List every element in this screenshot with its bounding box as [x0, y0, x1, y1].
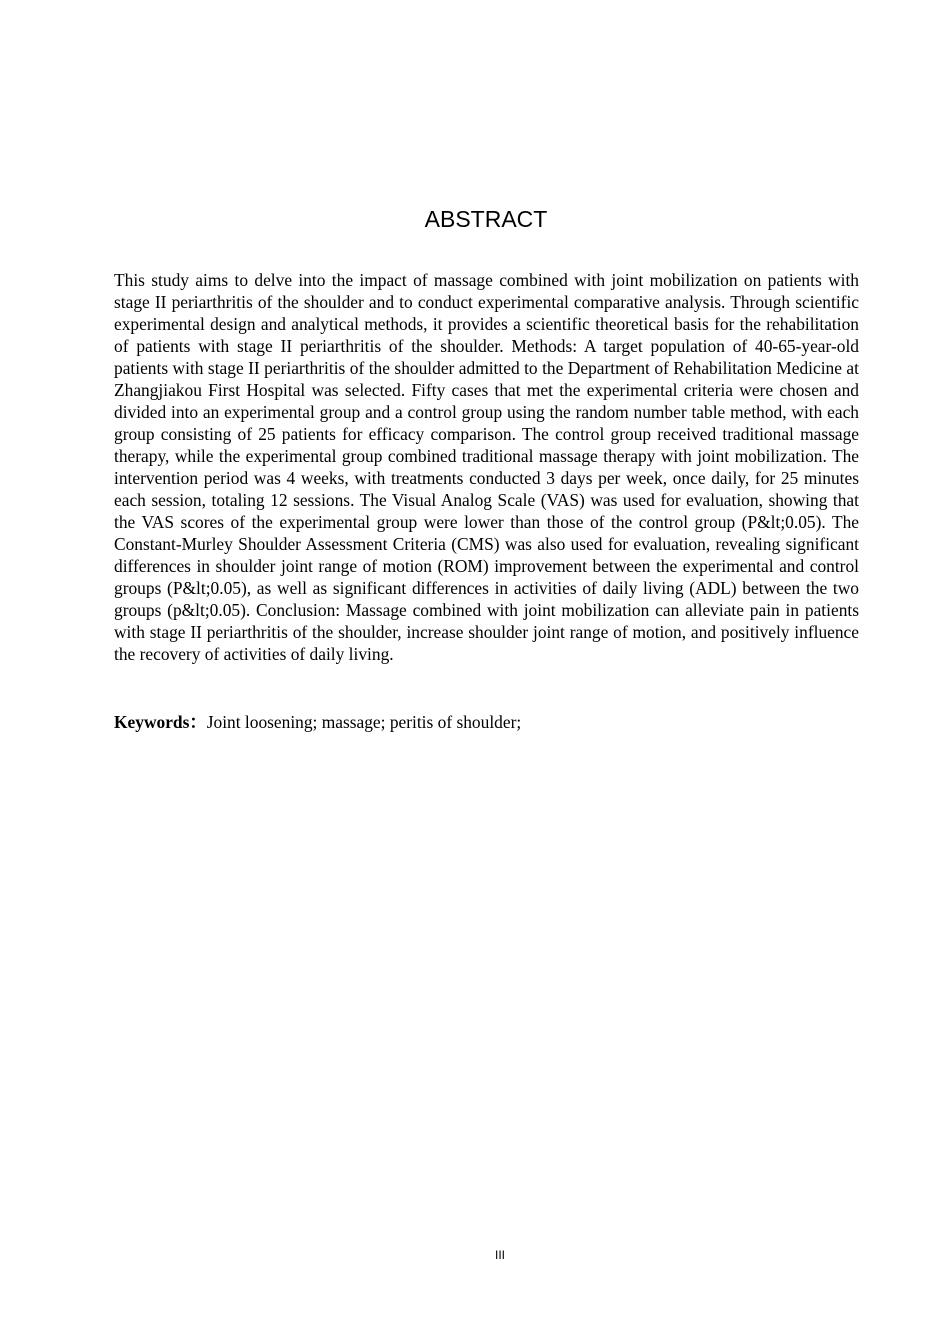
keywords-label: Keywords： — [114, 712, 207, 732]
abstract-body: This study aims to delve into the impact of massage combined with joint mobilization on patients with stage II periarthritis of the shoulder and to conduct experimental comparative analysis. Through scientific experimental design and analytical methods, it provides a scientific theoretical basis for the rehabilitation of patients with stage II periarthritis of the shoulder. Methods: A target population of 40-65-year-old patients with stage II periarthritis of the shoulder admitted to the Department of Rehabilitation Medicine at Zhangjiakou First Hospital was selected. Fifty cases that met the experimental criteria were chosen and divided into an experimental group and a control group using the random number table method, with each group consisting of 25 patients for efficacy comparison. The control group received traditional massage therapy, while the experimental group combined traditional massage therapy with joint mobilization. The intervention period was 4 weeks, with treatments conducted 3 days per week, once daily, for 25 minutes each session, totaling 12 sessions. The Visual Analog Scale (VAS) was used for evaluation, showing that the VAS scores of the experimental group were lower than those of the control group (P&lt;0.05). The Constant-Murley Shoulder Assessment Criteria (CMS) was also used for evaluation, revealing significant differences in shoulder joint range of motion (ROM) improvement between the experimental and control groups (P&lt;0.05), as well as significant differences in activities of daily living (ADL) between the two groups (p&lt;0.05). Conclusion: Massage combined with joint mobilization can alleviate pain in patients with stage II periarthritis of the shoulder, increase shoulder joint range of motion, and positively influence the recovery of activities of daily living. — [114, 270, 859, 664]
page-number: III — [494, 1248, 505, 1262]
keywords-text: Joint loosening; massage; peritis of shoulder; — [206, 712, 522, 732]
abstract-title: ABSTRACT — [424, 206, 548, 232]
keywords-line — [114, 711, 859, 733]
